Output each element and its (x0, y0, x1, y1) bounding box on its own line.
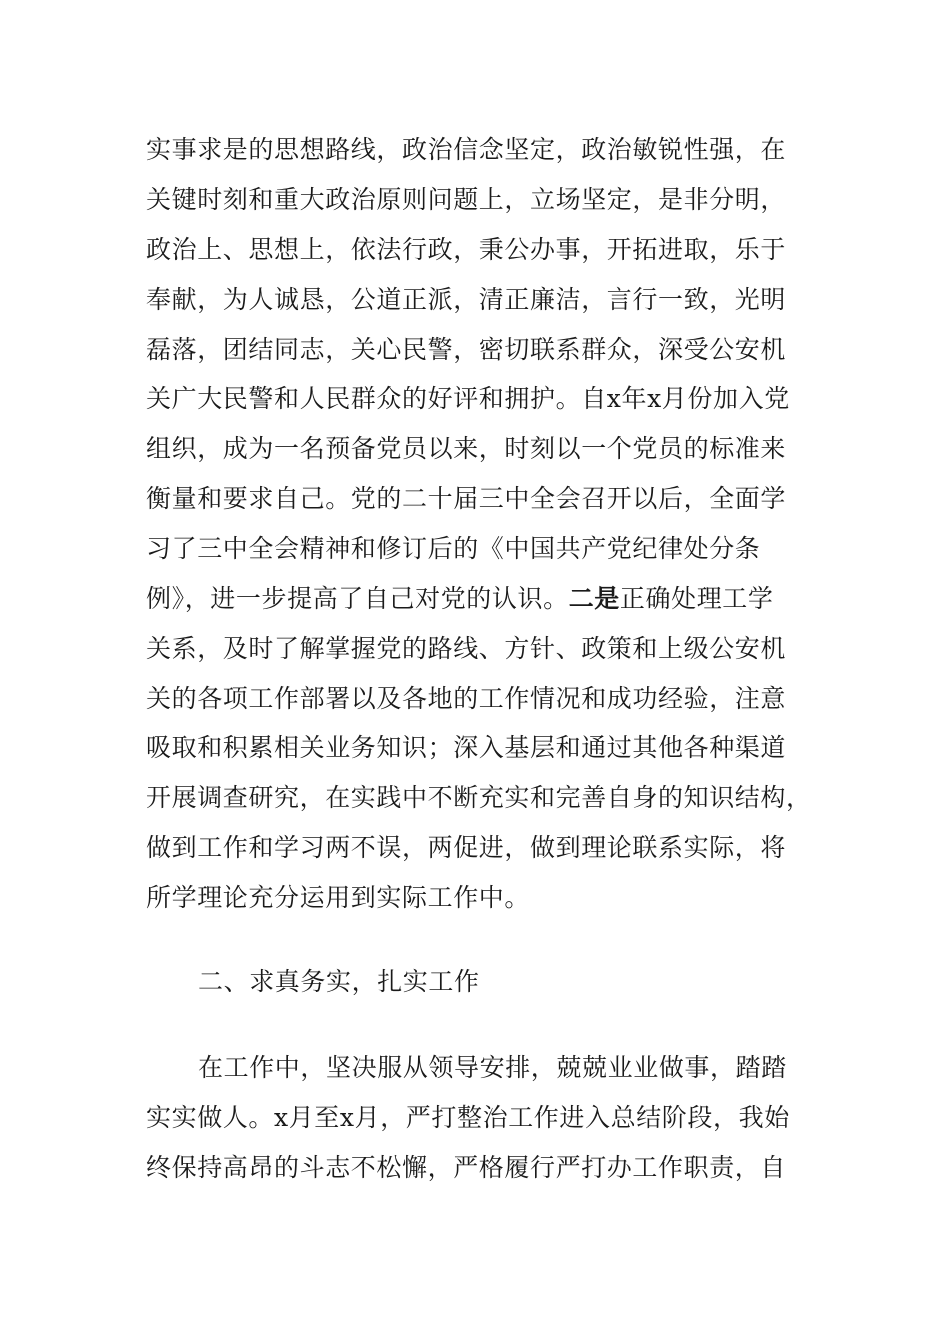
body-text-line: 习了三中全会精神和修订后的《中国共产党纪律处分条 (146, 534, 761, 563)
body-text-line: 磊落，团结同志，关心民警，密切联系群众，深受公安机 (146, 335, 787, 364)
section-heading: 二、求真务实，扎实工作 (198, 967, 480, 996)
body-text-line: 在工作中，坚决服从领导安排，兢兢业业做事，踏踏 (198, 1053, 787, 1082)
emphasis-text: 二是 (568, 584, 620, 613)
body-text-line: 政治上、思想上，依法行政，秉公办事，开拓进取，乐于 (146, 235, 787, 264)
body-text-line (146, 583, 774, 615)
body-text-line: 关键时刻和重大政治原则问题上，立场坚定，是非分明， (146, 185, 787, 214)
body-text-line: 终保持高昂的斗志不松懈，严格履行严打办工作职责，自 (146, 1153, 787, 1182)
body-text-line: 所学理论充分运用到实际工作中。 (146, 883, 531, 912)
body-text-line: 关的各项工作部署以及各地的工作情况和成功经验，注意 (146, 684, 787, 713)
body-text-line: 实事求是的思想路线，政治信念坚定，政治敏锐性强，在 (146, 135, 787, 164)
body-text-line: 组织，成为一名预备党员以来，时刻以一个党员的标准来 (146, 434, 787, 463)
body-text-line: 做到工作和学习两不误，两促进，做到理论联系实际，将 (146, 833, 787, 862)
body-text-line: 关系，及时了解掌握党的路线、方针、政策和上级公安机 (146, 634, 787, 663)
body-text-segment: 正确处理工学 (619, 584, 774, 613)
body-text-line: 实实做人。x月至x月，严打整治工作进入总结阶段，我始 (146, 1103, 790, 1132)
body-text-line: 吸取和积累相关业务知识；深入基层和通过其他各种渠道 (146, 733, 787, 762)
body-text-line: 开展调查研究，在实践中不断充实和完善自身的知识结构， (146, 783, 812, 812)
body-text-line: 奉献，为人诚恳，公道正派，清正廉洁，言行一致，光明 (146, 285, 787, 314)
body-text-line: 关广大民警和人民群众的好评和拥护。自x年x月份加入党 (146, 384, 790, 413)
body-text-segment: 例》，进一步提高了自己对党的认识。 (146, 584, 569, 613)
body-text-line: 衡量和要求自己。党的二十届三中全会召开以后，全面学 (146, 484, 787, 513)
